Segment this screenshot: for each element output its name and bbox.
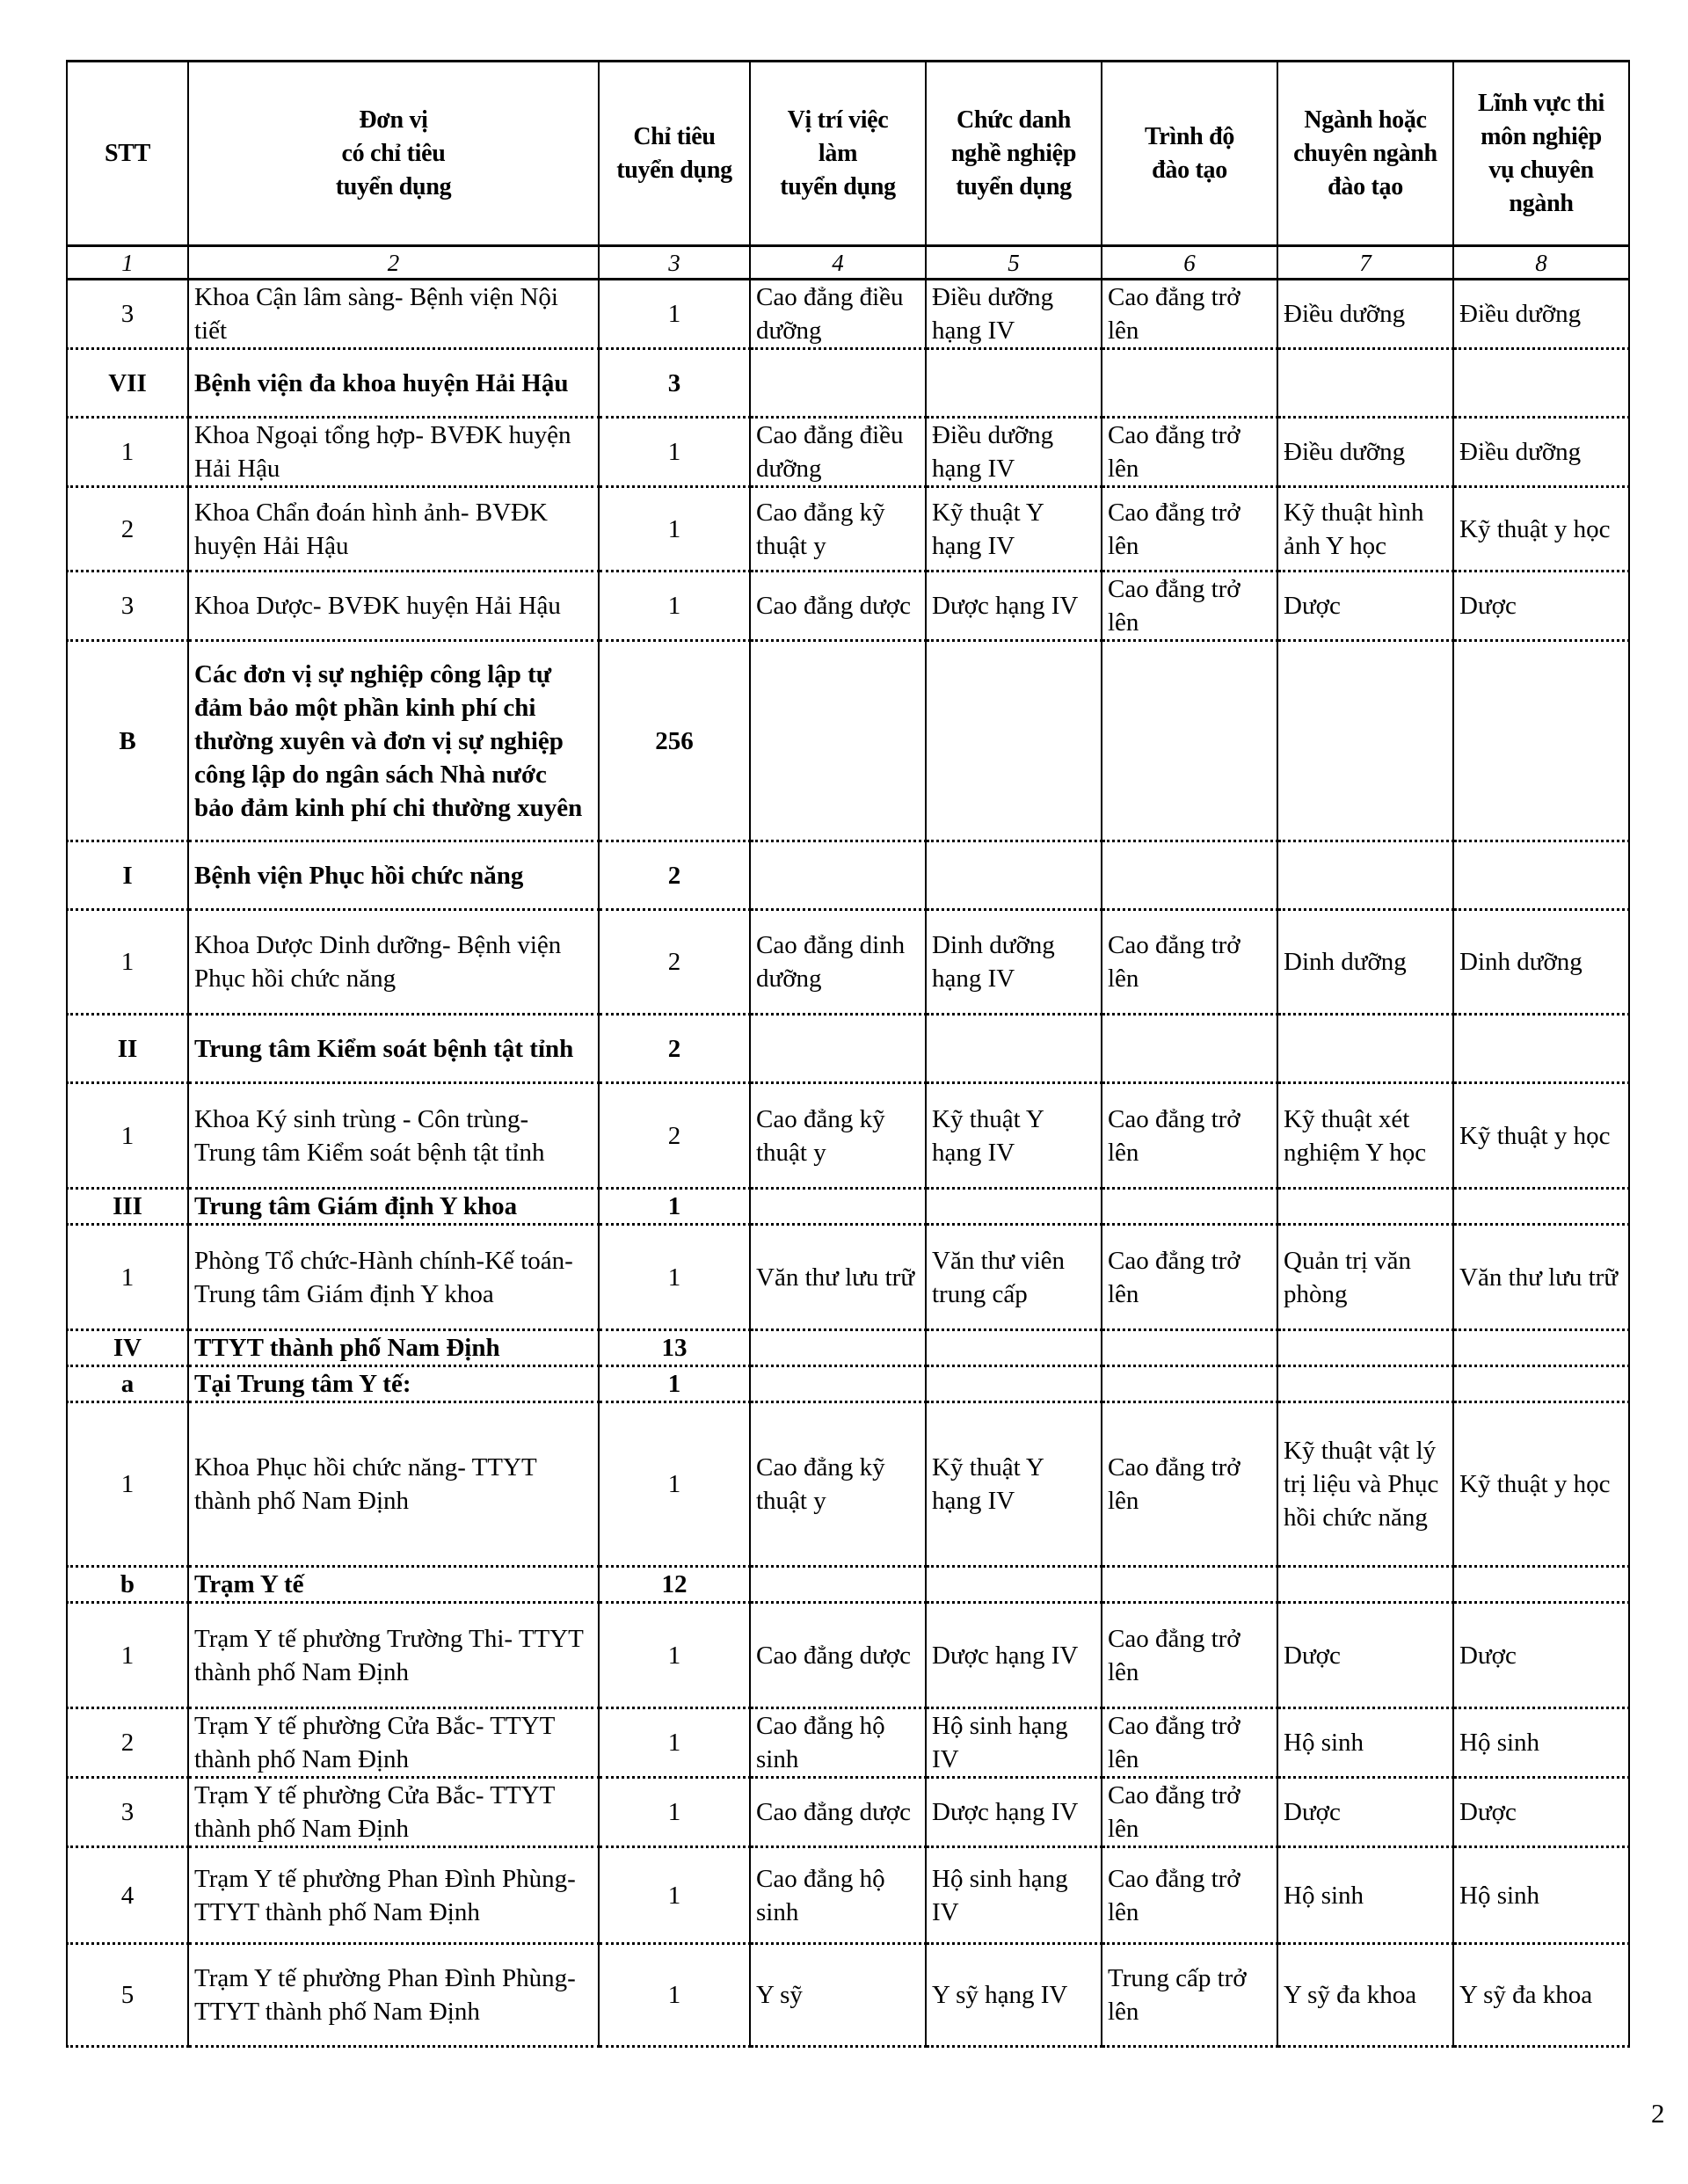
cell-quota: 1 [599, 1778, 750, 1847]
cell-major [1277, 841, 1453, 910]
cell-unit: Các đơn vị sự nghiệp công lập tự đảm bảo một phần kinh phí chi thường xuyên và đơn vị sự nghiệp công lập do ngân sách Nhà nước bảo đảm kinh phí chi thường xuyên [188, 641, 599, 841]
cell-level [1102, 841, 1277, 910]
cell-level [1102, 349, 1277, 418]
column-number: 8 [1453, 246, 1629, 280]
column-number: 2 [188, 246, 599, 280]
table-row [67, 418, 1629, 487]
cell-exam-field: Dược [1453, 1603, 1629, 1708]
header-text-line: đào tạo [1328, 172, 1403, 200]
cell-title: Văn thư viên trung cấp [926, 1225, 1102, 1330]
cell-position [750, 641, 926, 841]
cell-unit: Trạm Y tế [188, 1567, 599, 1603]
cell-exam-field: Điều dưỡng [1453, 280, 1629, 349]
cell-exam-field: Dinh dưỡng [1453, 910, 1629, 1015]
cell-level: Cao đẳng trở lên [1102, 418, 1277, 487]
table-body [67, 280, 1629, 2047]
cell-quota: 1 [599, 1708, 750, 1778]
table-row [67, 571, 1629, 641]
cell-quota: 2 [599, 1015, 750, 1083]
cell-position: Cao đẳng kỹ thuật y [750, 487, 926, 571]
cell-level [1102, 1015, 1277, 1083]
cell-major: Y sỹ đa khoa [1277, 1944, 1453, 2047]
cell-exam-field [1453, 1366, 1629, 1402]
cell-stt: 3 [67, 571, 188, 641]
cell-unit: Phòng Tổ chức-Hành chính-Kế toán- Trung tâm Giám định Y khoa [188, 1225, 599, 1330]
table-row [67, 1083, 1629, 1189]
cell-major: Kỹ thuật vật lý trị liệu và Phục hồi chức năng [1277, 1402, 1453, 1567]
header-position [750, 62, 926, 246]
cell-level: Cao đẳng trở lên [1102, 1778, 1277, 1847]
cell-stt: 5 [67, 1944, 188, 2047]
cell-position: Cao đẳng điều dưỡng [750, 280, 926, 349]
table-row [67, 1778, 1629, 1847]
cell-title: Dược hạng IV [926, 571, 1102, 641]
header-text-line: đào tạo [1152, 156, 1227, 184]
cell-quota: 1 [599, 280, 750, 349]
cell-title: Kỹ thuật Y hạng IV [926, 1083, 1102, 1189]
table-row [67, 1603, 1629, 1708]
cell-level [1102, 1366, 1277, 1402]
cell-unit: Khoa Ngoại tổng hợp- BVĐK huyện Hải Hậu [188, 418, 599, 487]
cell-quota: 1 [599, 1366, 750, 1402]
cell-title: Điều dưỡng hạng IV [926, 418, 1102, 487]
header-text-line: tuyển dụng [335, 172, 452, 200]
cell-stt: B [67, 641, 188, 841]
cell-position: Cao đẳng hộ sinh [750, 1708, 926, 1778]
table-row [67, 487, 1629, 571]
cell-exam-field [1453, 349, 1629, 418]
cell-quota: 1 [599, 1402, 750, 1567]
group-row [67, 349, 1629, 418]
cell-exam-field: Dược [1453, 1778, 1629, 1847]
cell-stt: I [67, 841, 188, 910]
header-text-line: Vị trí việc [787, 106, 889, 134]
column-number-row [67, 246, 1629, 280]
cell-title [926, 1189, 1102, 1225]
cell-stt: 2 [67, 487, 188, 571]
cell-exam-field [1453, 641, 1629, 841]
cell-major: Dược [1277, 1778, 1453, 1847]
cell-position [750, 1015, 926, 1083]
cell-title: Kỹ thuật Y hạng IV [926, 1402, 1102, 1567]
cell-position [750, 1189, 926, 1225]
header-quota [599, 62, 750, 246]
cell-level: Cao đẳng trở lên [1102, 280, 1277, 349]
cell-position [750, 1567, 926, 1603]
cell-title: Hộ sinh hạng IV [926, 1708, 1102, 1778]
table-row [67, 1225, 1629, 1330]
cell-unit: Khoa Dược Dinh dưỡng- Bệnh viện Phục hồi chức năng [188, 910, 599, 1015]
group-row [67, 1015, 1629, 1083]
header-text-line: ngành [1509, 189, 1574, 217]
cell-level: Cao đẳng trở lên [1102, 910, 1277, 1015]
cell-exam-field: Kỹ thuật y học [1453, 1083, 1629, 1189]
cell-position: Cao đẳng kỹ thuật y [750, 1402, 926, 1567]
header-text-line: Chỉ tiêu [633, 122, 716, 150]
column-number: 6 [1102, 246, 1277, 280]
recruitment-quota-table [66, 60, 1630, 2048]
cell-unit: Khoa Ký sinh trùng - Côn trùng- Trung tâm Kiểm soát bệnh tật tỉnh [188, 1083, 599, 1189]
cell-major: Điều dưỡng [1277, 280, 1453, 349]
cell-level: Cao đẳng trở lên [1102, 1603, 1277, 1708]
cell-level: Cao đẳng trở lên [1102, 1225, 1277, 1330]
header-text-line: Lĩnh vực thi [1478, 89, 1604, 117]
cell-stt: a [67, 1366, 188, 1402]
cell-level [1102, 641, 1277, 841]
cell-exam-field [1453, 1015, 1629, 1083]
cell-title: Y sỹ hạng IV [926, 1944, 1102, 2047]
header-unit [188, 62, 599, 246]
cell-stt: 1 [67, 1402, 188, 1567]
cell-quota: 1 [599, 1603, 750, 1708]
cell-quota: 2 [599, 841, 750, 910]
cell-unit: Trung tâm Kiểm soát bệnh tật tỉnh [188, 1015, 599, 1083]
cell-unit: Khoa Chẩn đoán hình ảnh- BVĐK huyện Hải Hậu [188, 487, 599, 571]
cell-position: Cao đẳng dinh dưỡng [750, 910, 926, 1015]
cell-unit: Trạm Y tế phường Cửa Bắc- TTYT thành phố Nam Định [188, 1778, 599, 1847]
cell-quota: 2 [599, 910, 750, 1015]
cell-level: Cao đẳng trở lên [1102, 1083, 1277, 1189]
cell-exam-field: Điều dưỡng [1453, 418, 1629, 487]
cell-level [1102, 1330, 1277, 1366]
table-row [67, 280, 1629, 349]
cell-exam-field: Hộ sinh [1453, 1847, 1629, 1944]
cell-title [926, 1015, 1102, 1083]
cell-title: Dinh dưỡng hạng IV [926, 910, 1102, 1015]
header-text-line: làm [818, 139, 858, 167]
cell-unit: Trạm Y tế phường Cửa Bắc- TTYT thành phố Nam Định [188, 1708, 599, 1778]
cell-quota: 3 [599, 349, 750, 418]
header-text-line: STT [104, 139, 151, 167]
cell-position: Cao đẳng kỹ thuật y [750, 1083, 926, 1189]
cell-title [926, 349, 1102, 418]
header-text-line: tuyển dụng [780, 172, 896, 200]
cell-quota: 13 [599, 1330, 750, 1366]
cell-level: Cao đẳng trở lên [1102, 487, 1277, 571]
cell-major: Điều dưỡng [1277, 418, 1453, 487]
cell-quota: 1 [599, 1944, 750, 2047]
group-row [67, 1189, 1629, 1225]
column-number: 5 [926, 246, 1102, 280]
cell-exam-field [1453, 1189, 1629, 1225]
cell-position: Văn thư lưu trữ [750, 1225, 926, 1330]
cell-major [1277, 1366, 1453, 1402]
cell-unit: Trung tâm Giám định Y khoa [188, 1189, 599, 1225]
cell-major: Dược [1277, 571, 1453, 641]
cell-title [926, 1366, 1102, 1402]
cell-title [926, 841, 1102, 910]
cell-major [1277, 1015, 1453, 1083]
header-text-line: Chức danh [956, 106, 1072, 134]
cell-position: Y sỹ [750, 1944, 926, 2047]
header-stt [67, 62, 188, 246]
table-row [67, 1402, 1629, 1567]
cell-stt: 1 [67, 910, 188, 1015]
cell-position: Cao đẳng hộ sinh [750, 1847, 926, 1944]
cell-major: Dược [1277, 1603, 1453, 1708]
cell-quota: 1 [599, 418, 750, 487]
cell-exam-field: Hộ sinh [1453, 1708, 1629, 1778]
table-row [67, 1944, 1629, 2047]
header-text-line: vụ chuyên [1488, 156, 1594, 184]
cell-stt: 1 [67, 1083, 188, 1189]
header-text-line: có chỉ tiêu [341, 139, 446, 167]
table-row [67, 1847, 1629, 1944]
group-row [67, 641, 1629, 841]
cell-title [926, 641, 1102, 841]
column-number: 3 [599, 246, 750, 280]
cell-exam-field [1453, 1330, 1629, 1366]
cell-major [1277, 641, 1453, 841]
cell-level: Trung cấp trở lên [1102, 1944, 1277, 2047]
header-row [67, 62, 1629, 246]
cell-major: Kỹ thuật hình ảnh Y học [1277, 487, 1453, 571]
cell-unit: Khoa Cận lâm sàng- Bệnh viện Nội tiết [188, 280, 599, 349]
cell-stt: VII [67, 349, 188, 418]
cell-unit: TTYT thành phố Nam Định [188, 1330, 599, 1366]
group-row [67, 1366, 1629, 1402]
cell-level: Cao đẳng trở lên [1102, 571, 1277, 641]
cell-level [1102, 1189, 1277, 1225]
header-text-line: tuyển dụng [956, 172, 1072, 200]
header-text-line: Ngành hoặc [1304, 106, 1427, 134]
cell-title [926, 1330, 1102, 1366]
cell-stt: 3 [67, 280, 188, 349]
cell-position: Cao đẳng dược [750, 571, 926, 641]
column-number: 4 [750, 246, 926, 280]
cell-position [750, 1366, 926, 1402]
cell-stt: III [67, 1189, 188, 1225]
cell-stt: 1 [67, 1225, 188, 1330]
cell-quota: 2 [599, 1083, 750, 1189]
cell-stt: 1 [67, 1603, 188, 1708]
cell-stt: b [67, 1567, 188, 1603]
cell-position [750, 841, 926, 910]
cell-major: Quản trị văn phòng [1277, 1225, 1453, 1330]
cell-stt: 2 [67, 1708, 188, 1778]
header-title [926, 62, 1102, 246]
cell-quota: 1 [599, 571, 750, 641]
table-row [67, 1708, 1629, 1778]
cell-quota: 12 [599, 1567, 750, 1603]
cell-quota: 256 [599, 641, 750, 841]
cell-position [750, 1330, 926, 1366]
cell-unit: Trạm Y tế phường Phan Đình Phùng- TTYT thành phố Nam Định [188, 1847, 599, 1944]
cell-exam-field: Dược [1453, 571, 1629, 641]
cell-exam-field: Văn thư lưu trữ [1453, 1225, 1629, 1330]
header-major [1277, 62, 1453, 246]
header-level [1102, 62, 1277, 246]
cell-major [1277, 1567, 1453, 1603]
cell-title: Dược hạng IV [926, 1603, 1102, 1708]
cell-exam-field: Kỹ thuật y học [1453, 1402, 1629, 1567]
column-number: 7 [1277, 246, 1453, 280]
group-row [67, 1567, 1629, 1603]
cell-title: Kỹ thuật Y hạng IV [926, 487, 1102, 571]
cell-major [1277, 349, 1453, 418]
cell-position: Cao đẳng dược [750, 1603, 926, 1708]
cell-unit: Bệnh viện đa khoa huyện Hải Hậu [188, 349, 599, 418]
cell-exam-field: Y sỹ đa khoa [1453, 1944, 1629, 2047]
cell-title: Hộ sinh hạng IV [926, 1847, 1102, 1944]
cell-stt: 1 [67, 418, 188, 487]
cell-stt: 4 [67, 1847, 188, 1944]
cell-stt: IV [67, 1330, 188, 1366]
cell-position: Cao đẳng điều dưỡng [750, 418, 926, 487]
table-row [67, 910, 1629, 1015]
cell-unit: Trạm Y tế phường Trường Thi- TTYT thành phố Nam Định [188, 1603, 599, 1708]
cell-unit: Bệnh viện Phục hồi chức năng [188, 841, 599, 910]
header-exam-field [1453, 62, 1629, 246]
cell-exam-field [1453, 1567, 1629, 1603]
cell-level: Cao đẳng trở lên [1102, 1402, 1277, 1567]
column-number: 1 [67, 246, 188, 280]
cell-title: Điều dưỡng hạng IV [926, 280, 1102, 349]
cell-level [1102, 1567, 1277, 1603]
page-number: 2 [1651, 2098, 1665, 2129]
cell-major [1277, 1330, 1453, 1366]
header-text-line: môn nghiệp [1481, 122, 1602, 150]
header-text-line: nghề nghiệp [950, 139, 1077, 167]
cell-exam-field [1453, 841, 1629, 910]
cell-quota: 1 [599, 1847, 750, 1944]
cell-unit: Trạm Y tế phường Phan Đình Phùng- TTYT thành phố Nam Định [188, 1944, 599, 2047]
cell-exam-field: Kỹ thuật y học [1453, 487, 1629, 571]
cell-stt: 3 [67, 1778, 188, 1847]
header-text-line: chuyên ngành [1293, 139, 1437, 167]
cell-major: Hộ sinh [1277, 1708, 1453, 1778]
cell-title [926, 1567, 1102, 1603]
header-text-line: Đơn vị [359, 106, 428, 134]
cell-quota: 1 [599, 1225, 750, 1330]
cell-major [1277, 1189, 1453, 1225]
cell-level: Cao đẳng trở lên [1102, 1847, 1277, 1944]
group-row [67, 1330, 1629, 1366]
group-row [67, 841, 1629, 910]
cell-stt: II [67, 1015, 188, 1083]
cell-quota: 1 [599, 487, 750, 571]
cell-unit: Tại Trung tâm Y tế: [188, 1366, 599, 1402]
header-text-line: tuyển dụng [616, 156, 732, 184]
cell-quota: 1 [599, 1189, 750, 1225]
header-text-line: Trình độ [1144, 122, 1235, 150]
cell-position: Cao đẳng dược [750, 1778, 926, 1847]
cell-major: Kỹ thuật xét nghiệm Y học [1277, 1083, 1453, 1189]
cell-unit: Khoa Dược- BVĐK huyện Hải Hậu [188, 571, 599, 641]
cell-major: Hộ sinh [1277, 1847, 1453, 1944]
cell-level: Cao đẳng trở lên [1102, 1708, 1277, 1778]
cell-title: Dược hạng IV [926, 1778, 1102, 1847]
cell-unit: Khoa Phục hồi chức năng- TTYT thành phố Nam Định [188, 1402, 599, 1567]
cell-position [750, 349, 926, 418]
cell-major: Dinh dưỡng [1277, 910, 1453, 1015]
